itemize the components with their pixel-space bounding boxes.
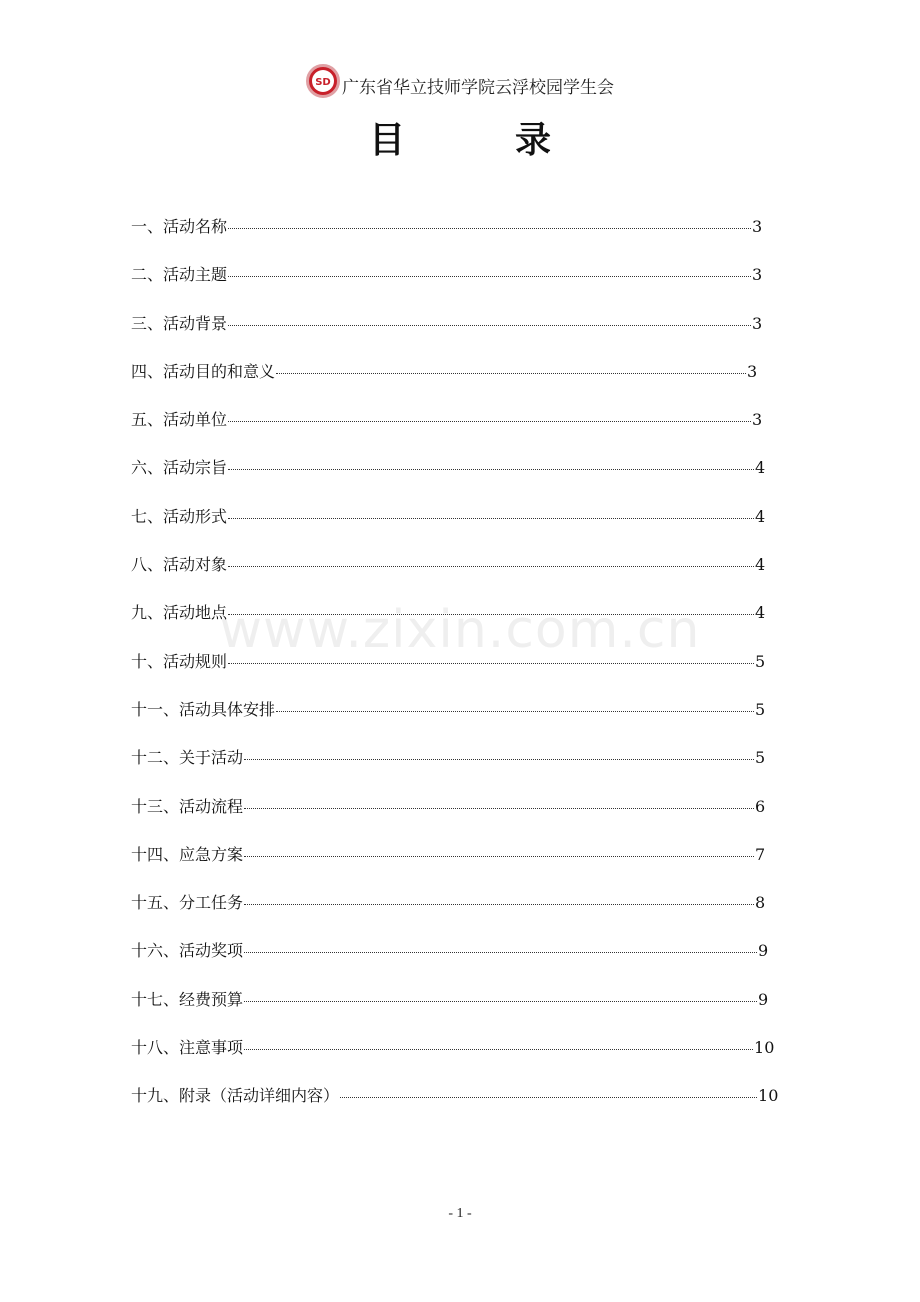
page-number: - 1 - bbox=[448, 1206, 472, 1221]
toc-entry[interactable] bbox=[131, 697, 791, 745]
logo-monogram-icon bbox=[314, 74, 332, 88]
toc-entry-label: 十五、分工任务 bbox=[131, 893, 244, 913]
toc-dot-leader bbox=[228, 421, 751, 422]
page-title bbox=[0, 112, 920, 163]
toc-entry-label: 十九、附录（活动详细内容） bbox=[131, 1086, 340, 1106]
toc-entry[interactable] bbox=[131, 552, 791, 600]
toc-dot-leader bbox=[228, 566, 754, 567]
toc-entry-page: 4 bbox=[755, 458, 766, 478]
toc-entry-page: 10 bbox=[758, 1086, 779, 1106]
toc-entry-label: 九、活动地点 bbox=[131, 603, 228, 623]
toc-dot-leader bbox=[228, 469, 754, 470]
toc-entry[interactable] bbox=[131, 1083, 791, 1131]
toc-entry[interactable] bbox=[131, 262, 791, 310]
toc-entry[interactable] bbox=[131, 938, 791, 986]
toc-entry[interactable] bbox=[131, 311, 791, 359]
title-char-1: 目 bbox=[368, 120, 405, 161]
toc-dot-leader bbox=[244, 1049, 753, 1050]
toc-entry[interactable] bbox=[131, 600, 791, 648]
toc-dot-leader bbox=[244, 856, 754, 857]
toc-entry-page: 6 bbox=[755, 796, 766, 816]
toc-entry-label: 十、活动规则 bbox=[131, 651, 228, 671]
toc-entry-label: 十八、注意事项 bbox=[131, 1038, 244, 1058]
table-of-contents bbox=[131, 214, 791, 1132]
toc-entry[interactable] bbox=[131, 649, 791, 697]
toc-entry-label: 十一、活动具体安排 bbox=[131, 699, 276, 719]
toc-entry-page: 9 bbox=[758, 989, 769, 1009]
toc-dot-leader bbox=[228, 663, 754, 664]
toc-entry-label: 十四、应急方案 bbox=[131, 844, 244, 864]
toc-dot-leader bbox=[228, 228, 751, 229]
toc-entry[interactable] bbox=[131, 987, 791, 1035]
toc-entry[interactable] bbox=[131, 842, 791, 890]
toc-entry-page: 3 bbox=[752, 313, 763, 333]
toc-entry-page: 3 bbox=[752, 217, 763, 236]
toc-entry[interactable] bbox=[131, 359, 791, 407]
logo-monogram-text: SD bbox=[315, 77, 331, 88]
toc-entry-page: 7 bbox=[755, 844, 766, 864]
toc-entry[interactable] bbox=[131, 1035, 791, 1083]
toc-entry-label: 十二、关于活动 bbox=[131, 748, 244, 768]
toc-dot-leader bbox=[228, 325, 751, 326]
toc-entry-page: 4 bbox=[755, 555, 766, 575]
toc-dot-leader bbox=[228, 518, 754, 519]
toc-dot-leader bbox=[276, 373, 746, 374]
toc-entry-page: 10 bbox=[754, 1038, 775, 1058]
toc-entry-label: 六、活动宗旨 bbox=[131, 458, 228, 478]
toc-entry-page: 4 bbox=[755, 603, 766, 623]
toc-entry[interactable] bbox=[131, 214, 791, 262]
school-logo-icon bbox=[306, 64, 340, 98]
toc-dot-leader bbox=[244, 952, 757, 953]
toc-entry-page: 3 bbox=[747, 361, 758, 381]
toc-entry-label: 七、活动形式 bbox=[131, 506, 228, 526]
toc-dot-leader bbox=[276, 711, 754, 712]
toc-entry-page: 3 bbox=[752, 410, 763, 430]
toc-entry-label: 五、活动单位 bbox=[131, 410, 228, 430]
toc-entry[interactable] bbox=[131, 504, 791, 552]
toc-dot-leader bbox=[244, 759, 754, 760]
toc-entry-page: 3 bbox=[752, 265, 763, 285]
toc-entry-page: 8 bbox=[755, 893, 766, 913]
toc-entry-page: 9 bbox=[758, 941, 769, 961]
toc-entry[interactable] bbox=[131, 455, 791, 503]
title-char-2: 录 bbox=[515, 120, 552, 161]
toc-dot-leader bbox=[228, 614, 754, 615]
toc-dot-leader bbox=[228, 276, 751, 277]
toc-dot-leader bbox=[244, 904, 754, 905]
toc-entry-page: 4 bbox=[755, 506, 766, 526]
watermark: www.zixin.com.cn bbox=[219, 600, 701, 660]
toc-entry-label: 二、活动主题 bbox=[131, 265, 228, 285]
toc-entry-label: 十三、活动流程 bbox=[131, 796, 244, 816]
toc-entry-label: 一、活动名称 bbox=[131, 217, 228, 236]
toc-entry-label: 十六、活动奖项 bbox=[131, 941, 244, 961]
header-inner bbox=[306, 64, 614, 98]
toc-entry-page: 5 bbox=[755, 748, 766, 768]
organization-name: 广东省华立技师学院云浮校园学生会 bbox=[342, 78, 614, 98]
toc-entry-page: 5 bbox=[755, 699, 766, 719]
toc-dot-leader bbox=[244, 1001, 757, 1002]
toc-entry-label: 十七、经费预算 bbox=[131, 989, 244, 1009]
toc-entry-label: 三、活动背景 bbox=[131, 313, 228, 333]
toc-entry[interactable] bbox=[131, 407, 791, 455]
toc-entry[interactable] bbox=[131, 794, 791, 842]
page-header bbox=[0, 64, 920, 98]
logo-inner bbox=[312, 70, 334, 92]
toc-entry[interactable] bbox=[131, 890, 791, 938]
toc-entry[interactable] bbox=[131, 745, 791, 793]
toc-dot-leader bbox=[340, 1097, 757, 1098]
toc-entry-label: 四、活动目的和意义 bbox=[131, 361, 276, 381]
toc-entry-label: 八、活动对象 bbox=[131, 555, 228, 575]
toc-dot-leader bbox=[244, 808, 754, 809]
toc-entry-page: 5 bbox=[755, 651, 766, 671]
